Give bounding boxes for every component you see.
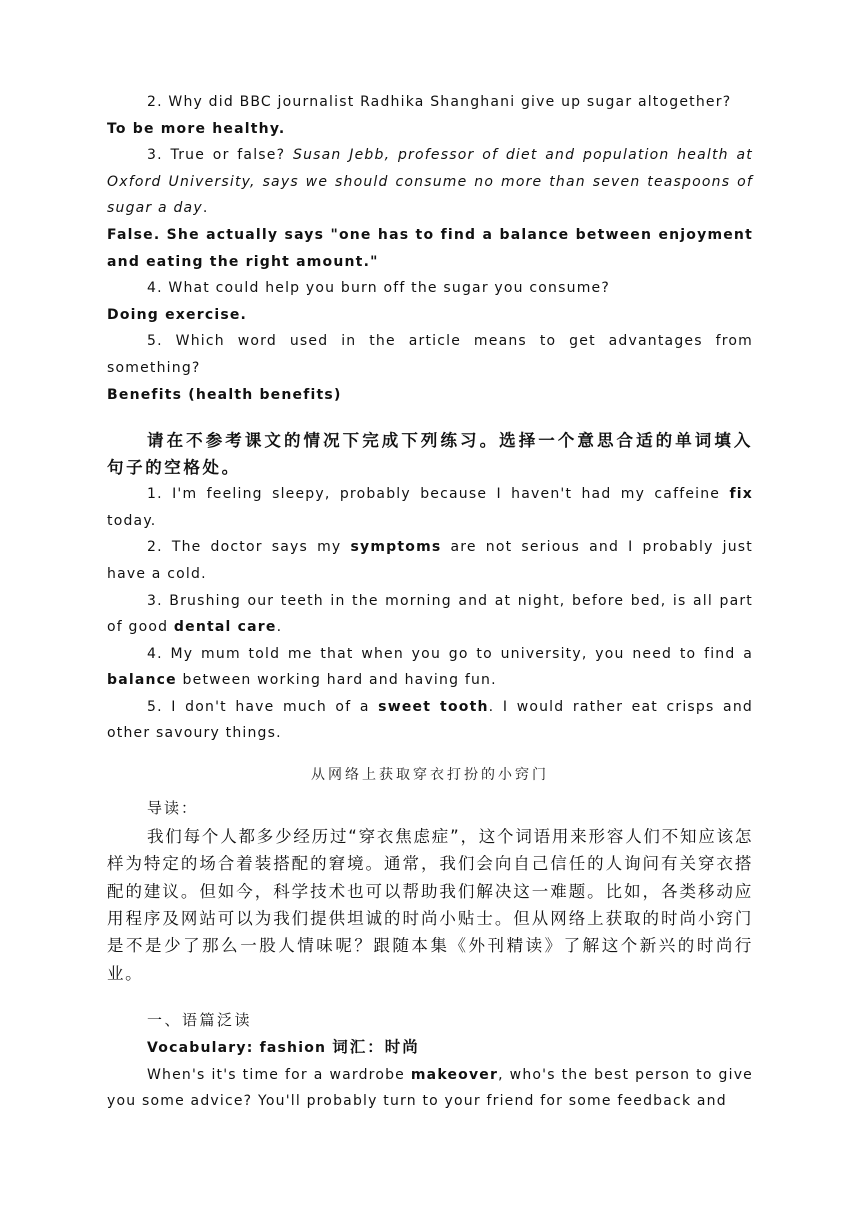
question-2: 2. Why did BBC journalist Radhika Shanghani give up sugar altogether?	[147, 94, 732, 110]
sentence-2-before: 2. The doctor says my	[147, 539, 351, 556]
sentence-2-answer: symptoms	[350, 539, 442, 556]
intro-text: 我们每个人都多少经历过“穿衣焦虑症”，这个词语用来形容人们不知应该怎样为特定的场合着装搭配的窘境。通常，我们会向自己信任的人询问有关穿衣搭配的建议。但如今，科学技术也可以帮助我们解决这一难题。比如，各类移动应用程序及网站可以为我们提供坦诚的时尚小贴士。但从网络上获取的时尚小窍门是不是少了那么一股人情味呢？跟随本集《外刊精读》了解这个新兴的时尚行业。	[107, 827, 753, 983]
sentence-5-answer: sweet tooth	[378, 698, 489, 715]
vocabulary-zh: 词汇：时尚	[332, 1037, 420, 1056]
exercise-heading: 请在不参考课文的情况下完成下列练习。选择一个意思合适的单词填入句子的空格处。	[107, 431, 753, 477]
body-keyword: makeover	[410, 1066, 499, 1083]
sentence-5-before: 5. I don't have much of a	[147, 698, 379, 715]
question-3-suffix: .	[202, 200, 209, 217]
question-3-prefix: 3. True or false?	[147, 147, 293, 164]
article-body	[107, 1062, 753, 1115]
body-after: , who's the best person to give you some advice? You'll probably turn to your friend for some feedback and	[107, 1066, 753, 1110]
sentence-4-after: between working hard and having fun.	[176, 672, 497, 689]
sentence-1-after: today.	[107, 512, 157, 529]
sentence-3-after: .	[276, 619, 283, 636]
vocabulary-heading	[107, 1034, 753, 1062]
section-label: 一、语篇泛读	[147, 1010, 253, 1029]
exercise-sentence-1	[107, 481, 753, 534]
document-content	[107, 89, 753, 1115]
sentence-1-before: 1. I'm feeling sleepy, probably because I haven't had my caffeine	[147, 486, 730, 503]
sentence-2-after: are not serious and I probably just have a cold.	[107, 539, 753, 582]
vocabulary-en: Vocabulary: fashion	[147, 1039, 327, 1056]
sentence-4-before: 4. My mum told me that when you go to university, you need to find a	[147, 645, 753, 662]
answer-4: Doing exercise.	[107, 306, 248, 323]
question-3-statement: Susan Jebb, professor of diet and population health at Oxford University, says we should consume no more than seven teaspoons of sugar a day	[107, 147, 753, 217]
sentence-3-answer: dental care	[173, 619, 277, 636]
intro-label: 导读：	[147, 799, 199, 818]
answer-5: Benefits (health benefits)	[107, 386, 342, 403]
answer-2: To be more healthy.	[107, 120, 286, 137]
body-before: When's it's time for a wardrobe	[147, 1066, 411, 1083]
exercise-sentence-2	[107, 534, 753, 587]
sentence-3-before: 3. Brushing our teeth in the morning and at night, before bed, is all part of good	[107, 592, 753, 636]
answer-3: False. She actually says "one has to find a balance between enjoyment and eating the right amount."	[107, 226, 753, 270]
sentence-1-answer: fix	[729, 486, 753, 503]
sentence-5-after: . I would rather eat crisps and other savoury things.	[107, 698, 753, 742]
question-3	[107, 142, 753, 222]
question-4: 4. What could help you burn off the sugar you consume?	[147, 280, 610, 297]
article-title: 从网络上获取穿衣打扮的小窍门	[311, 767, 549, 784]
exercise-sentence-5	[107, 694, 753, 747]
sentence-4-answer: balance	[107, 672, 177, 689]
question-5: 5. Which word used in the article means to get advantages from something?	[107, 333, 753, 376]
exercise-sentence-3	[107, 588, 753, 641]
exercise-sentence-4	[107, 641, 753, 694]
